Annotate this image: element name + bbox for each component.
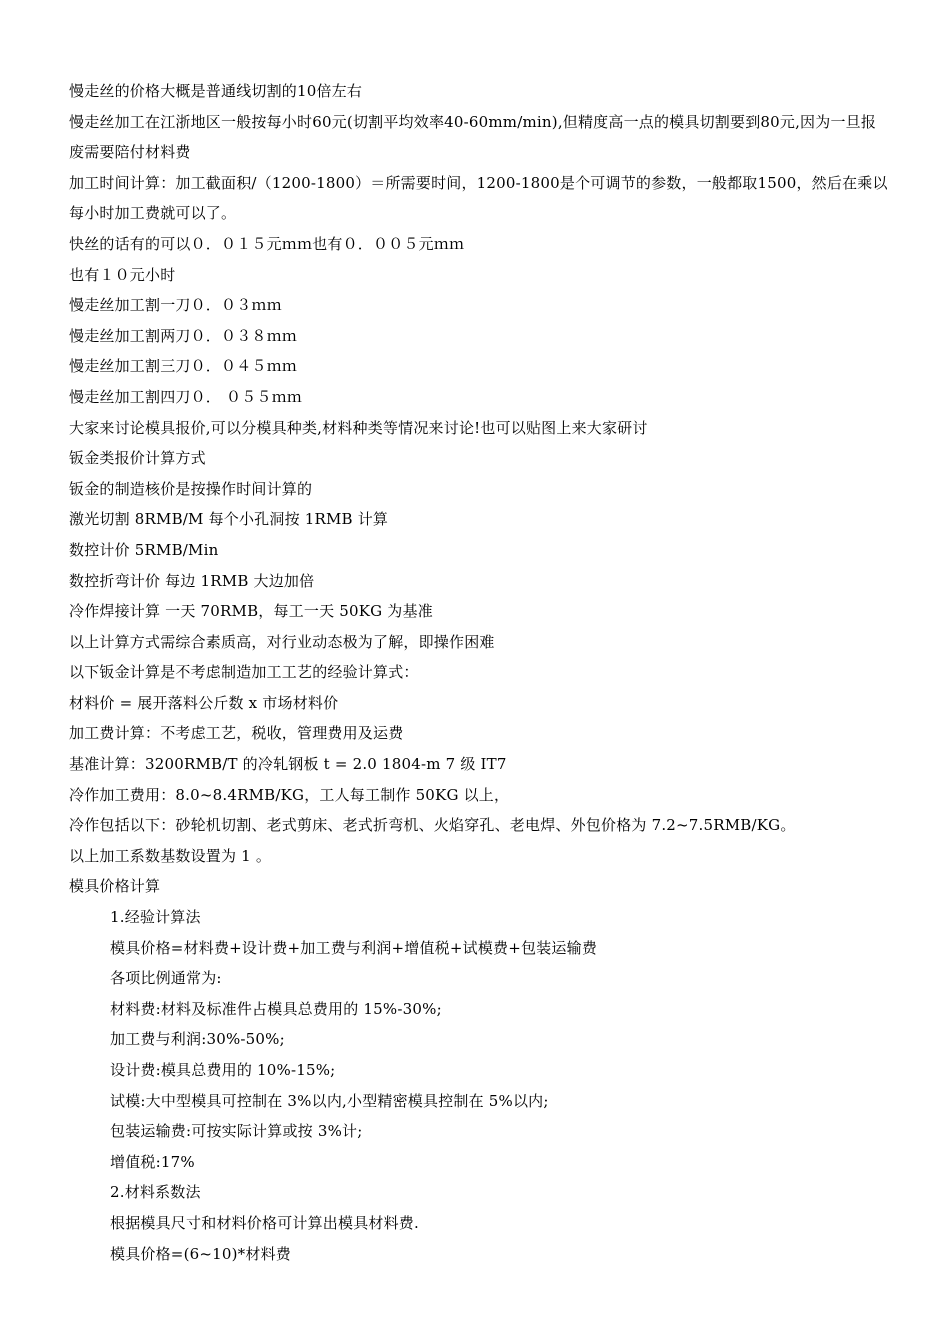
text-line: 加工时间计算：加工截面积/（1200-1800）＝所需要时间，1200-1800是个可调节的参数，一般都取1500，然后在乘以每小时加工费就可以了。 <box>69 173 888 223</box>
text-line: 以下钣金计算是不考虑制造加工工艺的经验计算式： <box>69 663 419 682</box>
text-line: 数控计价 5RMB/Min <box>69 540 219 559</box>
list-item: 加工费与利润:30%-50%; <box>110 1030 285 1049</box>
list-item: 试模:大中型模具可控制在 3%以内,小型精密模具控制在 5%以内; <box>110 1091 549 1110</box>
text-line: 材料价 = 展开落料公斤数 x 市场材料价 <box>69 693 339 712</box>
text-line: 慢走丝加工在江浙地区一般按每小时60元(切割平均效率40-60mm/min),但精度高一点的模具切割要到80元,因为一旦报废需要陪付材料费 <box>69 112 877 162</box>
formula-line: 模具价格=材料费+设计费+加工费与利润+增值税+试模费+包装运输费 <box>110 938 598 957</box>
text-line: 钣金的制造核价是按操作时间计算的 <box>69 479 313 498</box>
text-line: 冷作包括以下：砂轮机切割、老式剪床、老式折弯机、火焰穿孔、老电焊、外包价格为 7.2~7.5RMB/KG。 <box>69 816 796 835</box>
text-line: 加工费计算：不考虑工艺，税收，管理费用及运费 <box>69 724 404 743</box>
list-item: 包装运输费:可按实际计算或按 3%计; <box>110 1122 363 1141</box>
subsection-heading: 1.经验计算法 <box>110 908 201 927</box>
text-line: 根据模具尺寸和材料价格可计算出模具材料费. <box>110 1213 419 1232</box>
text-line: 也有１０元小时 <box>69 265 176 284</box>
section-heading: 模具价格计算 <box>69 877 161 896</box>
text-line: 冷作焊接计算 一天 70RMB，每工一天 50KG 为基准 <box>69 602 433 621</box>
text-line: 各项比例通常为: <box>110 969 222 988</box>
text-line: 慢走丝加工割两刀０．０３８ｍｍ <box>69 326 298 345</box>
text-line: 慢走丝加工割四刀０． ０５５ｍｍ <box>69 387 302 406</box>
text-line: 以上计算方式需综合素质高，对行业动态极为了解，即操作困难 <box>69 632 495 651</box>
text-line: 激光切割 8RMB/M 每个小孔洞按 1RMB 计算 <box>69 510 389 529</box>
text-line: 数控折弯计价 每边 1RMB 大边加倍 <box>69 571 315 590</box>
text-line: 大家来讨论模具报价,可以分模具种类,材料种类等情况来讨论!也可以贴图上来大家研讨 <box>69 418 648 437</box>
text-line: 快丝的话有的可以０．０１５元ｍｍ也有０．００５元ｍｍ <box>69 234 465 253</box>
text-line: 冷作加工费用：8.0~8.4RMB/KG，工人每工制作 50KG 以上， <box>69 785 510 804</box>
text-line: 慢走丝加工割三刀０．０４５ｍｍ <box>69 357 298 376</box>
text-line: 慢走丝的价格大概是普通线切割的10倍左右 <box>69 82 363 100</box>
text-line: 基准计算：3200RMB/T 的冷轧钢板 t = 2.0 1804-m 7 级 IT7 <box>69 755 507 774</box>
section-heading: 钣金类报价计算方式 <box>69 449 206 468</box>
subsection-heading: 2.材料系数法 <box>110 1183 201 1202</box>
list-item: 材料费:材料及标准件占模具总费用的 15%-30%; <box>110 999 442 1018</box>
formula-line: 模具价格=(6~10)*材料费 <box>110 1244 291 1263</box>
list-item: 设计费:模具总费用的 10%-15%; <box>110 1061 336 1079</box>
list-item: 增值税:17% <box>110 1152 195 1171</box>
text-line: 慢走丝加工割一刀０．０３ｍｍ <box>69 296 282 315</box>
text-line: 以上加工系数基数设置为 1 。 <box>69 846 272 865</box>
